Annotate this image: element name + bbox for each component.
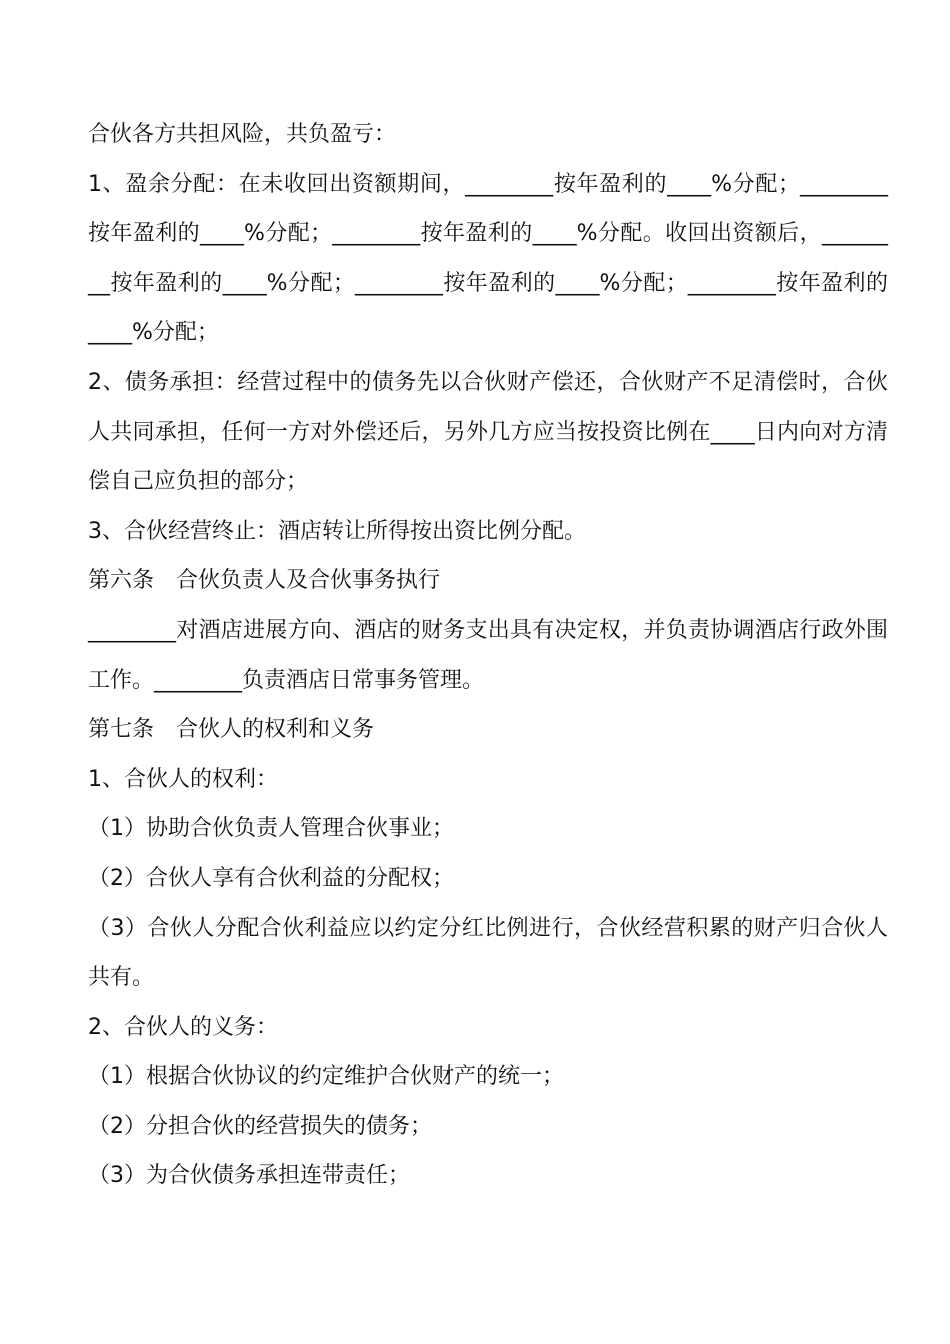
article-six-heading: 第六条 合伙负责人及合伙事务执行: [88, 568, 441, 594]
paragraph-termination: 3、合伙经营终止：酒店转让所得按出资比例分配。: [88, 518, 586, 544]
right-item-3: （3）合伙人分配合伙利益应以约定分红比例进行，合伙经营积累的财产归合伙人共有。: [88, 915, 888, 991]
document-page: [88, 110, 888, 1201]
article-seven-heading: 第七条 合伙人的权利和义务: [88, 717, 375, 743]
paragraph-debt-bearing: 2、债务承担：经营过程中的债务先以合伙财产偿还，合伙财产不足清偿时，合伙人共同承担，任何一方对外偿还后，另外几方应当按投资比例在____日内向对方清偿自己应负担的部分；: [88, 369, 888, 495]
obligations-heading: 2、合伙人的义务：: [88, 1014, 278, 1040]
obligation-item-3: （3）为合伙债务承担连带责任；: [88, 1163, 410, 1189]
right-item-2: （2）合伙人享有合伙利益的分配权；: [88, 865, 454, 891]
obligation-item-2: （2）分担合伙的经营损失的债务；: [88, 1113, 432, 1139]
paragraph-management-authority: ________对酒店进展方向、酒店的财务支出具有决定权，并负责协调酒店行政外围工作。________负责酒店日常事务管理。: [88, 617, 888, 693]
rights-heading: 1、合伙人的权利：: [88, 766, 278, 792]
paragraph-risk-sharing: 合伙各方共担风险，共负盈亏：: [88, 122, 397, 147]
paragraph-profit-distribution: 1、盈余分配：在未收回出资额期间，________按年盈利的____%分配；________按年盈利的____%分配；________按年盈利的____%分配。收回出资额后，________按年盈利的____%分配；________按年盈利的____%分配；________按年盈利的____%分配；: [88, 171, 888, 346]
right-item-1: （1）协助合伙负责人管理合伙事业；: [88, 816, 454, 842]
obligation-item-1: （1）根据合伙协议的约定维护合伙财产的统一；: [88, 1064, 564, 1090]
